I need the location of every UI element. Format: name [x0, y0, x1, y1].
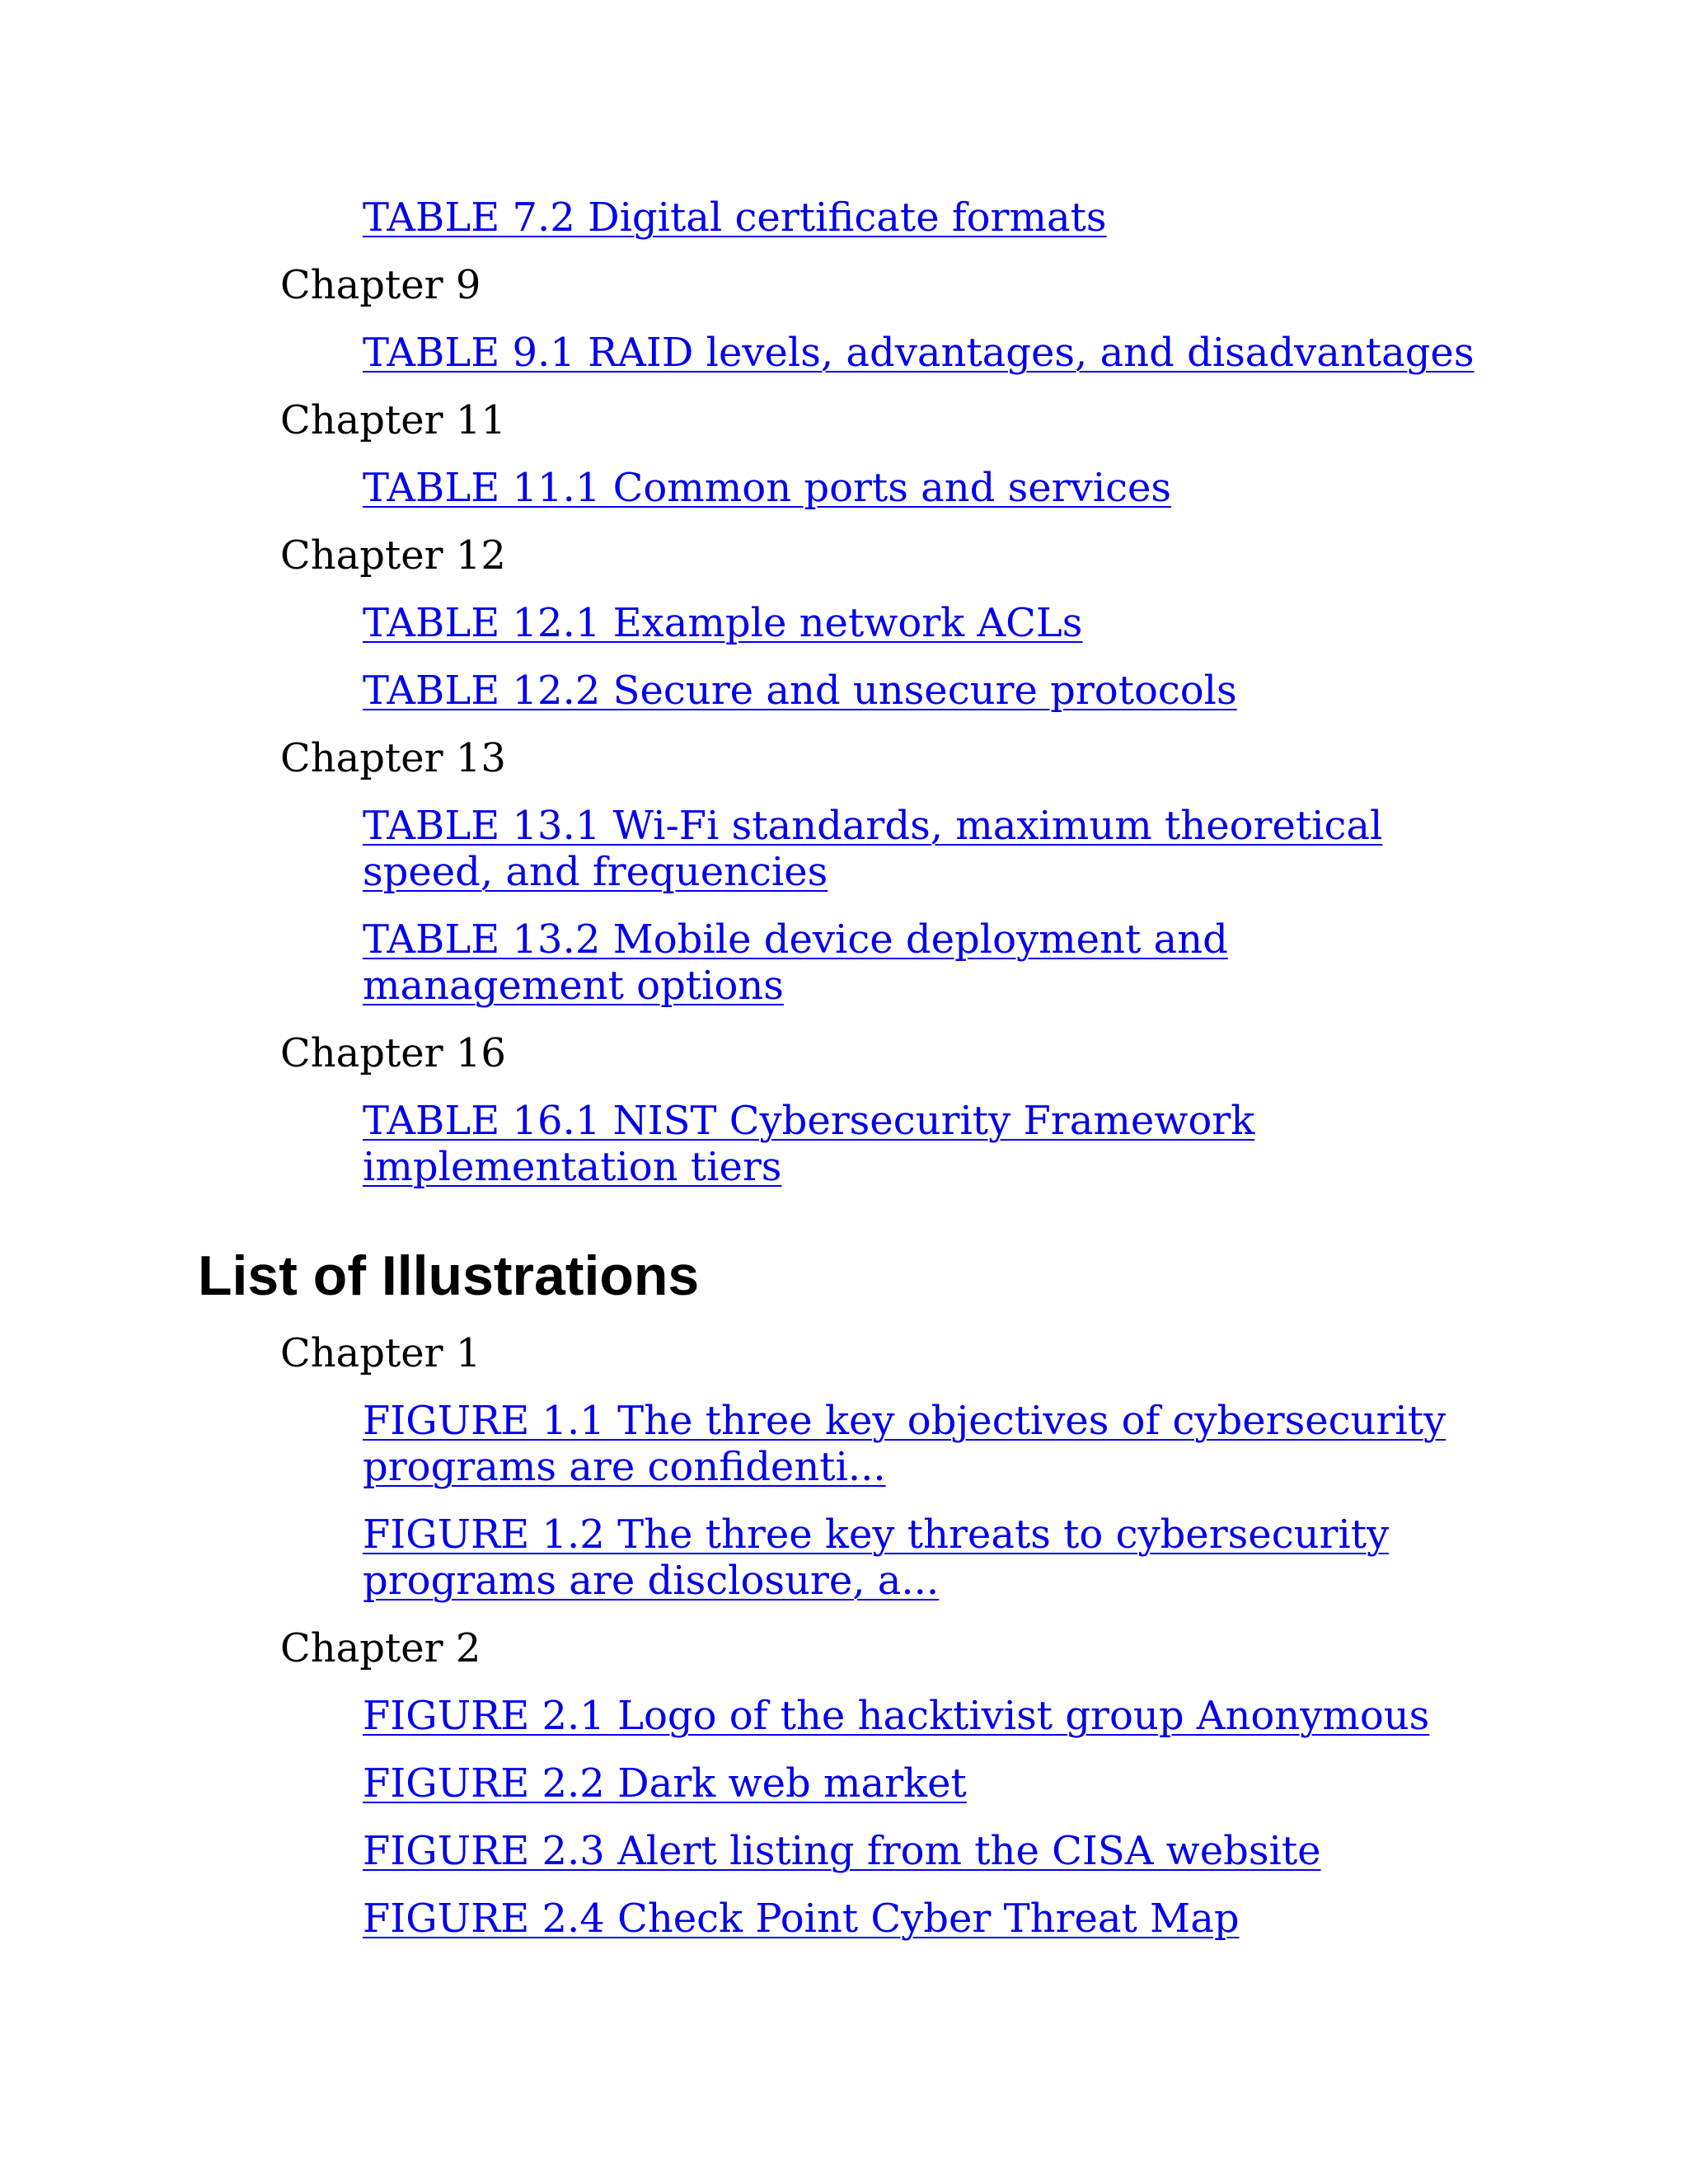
chapter-heading-2: Chapter 2	[280, 1625, 481, 1671]
chapter-heading-11: Chapter 11	[280, 397, 506, 443]
toc-link-table-11-1[interactable]: TABLE 11.1 Common ports and services	[363, 465, 1171, 511]
toc-link-figure-2-2[interactable]: FIGURE 2.2 Dark web market	[363, 1760, 967, 1807]
toc-link-figure-2-3[interactable]: FIGURE 2.3 Alert listing from the CISA website	[363, 1828, 1321, 1874]
toc-link-table-13-2[interactable]: TABLE 13.2 Mobile device deployment and management options	[363, 916, 1228, 1009]
chapter-heading-9: Chapter 9	[280, 262, 481, 308]
chapter-heading-12: Chapter 12	[280, 532, 506, 579]
toc-link-table-16-1[interactable]: TABLE 16.1 NIST Cybersecurity Framework implementation tiers	[363, 1098, 1255, 1190]
chapter-heading-1: Chapter 1	[280, 1330, 481, 1376]
toc-link-figure-1-1[interactable]: FIGURE 1.1 The three key objectives of cybersecurity programs are confidenti...	[363, 1398, 1447, 1490]
toc-link-table-12-1[interactable]: TABLE 12.1 Example network ACLs	[363, 600, 1083, 646]
chapter-heading-16: Chapter 16	[280, 1030, 506, 1076]
toc-link-figure-1-2[interactable]: FIGURE 1.2 The three key threats to cybersecurity programs are disclosure, a...	[363, 1511, 1390, 1604]
toc-link-table-12-2[interactable]: TABLE 12.2 Secure and unsecure protocols	[363, 668, 1237, 714]
section-title-illustrations: List of Illustrations	[198, 1244, 700, 1307]
toc-content	[198, 194, 1484, 1942]
toc-link-table-13-1[interactable]: TABLE 13.1 Wi-Fi standards, maximum theoretical speed, and frequencies	[363, 803, 1383, 895]
toc-link-table-9-1[interactable]: TABLE 9.1 RAID levels, advantages, and disadvantages	[363, 330, 1475, 376]
toc-link-table-7-2[interactable]: TABLE 7.2 Digital certificate formats	[363, 194, 1107, 241]
chapter-heading-13: Chapter 13	[280, 735, 506, 781]
toc-link-figure-2-1[interactable]: FIGURE 2.1 Logo of the hacktivist group Anonymous	[363, 1693, 1430, 1739]
toc-link-figure-2-4[interactable]: FIGURE 2.4 Check Point Cyber Threat Map	[363, 1896, 1240, 1942]
